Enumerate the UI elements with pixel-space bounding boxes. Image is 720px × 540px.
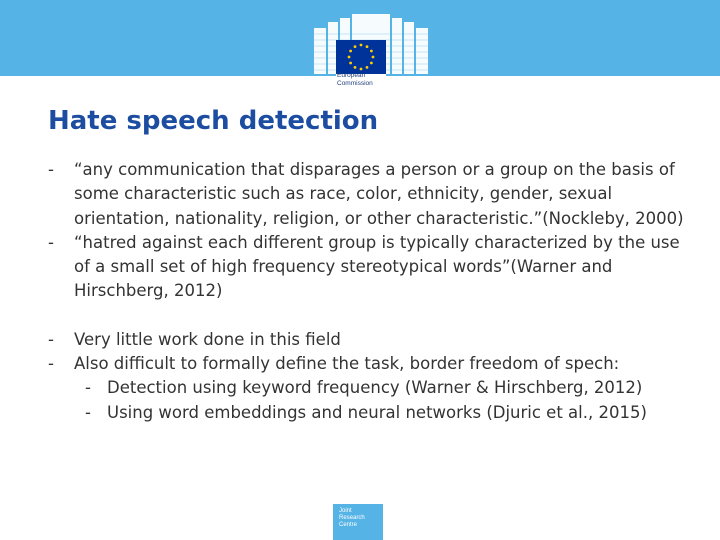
bullet-1: [48, 158, 688, 231]
bullet-dash: -: [48, 160, 54, 179]
subbullet-dash: -: [85, 402, 91, 422]
bullet-dash: -: [48, 329, 54, 349]
logo-text: [337, 72, 373, 88]
bullet-dash: -: [48, 232, 54, 252]
jrc-badge-text: [339, 508, 365, 529]
bullet-dash: -: [48, 354, 54, 374]
bullet-3: [48, 328, 688, 352]
logo-line-1: European: [337, 72, 366, 79]
bullet-text: “hatred against each different group is typically characterized by the use of a small set of high frequency stereotypical words”(Warner and Hirschberg, 2012): [74, 232, 680, 301]
subbullet-dash: -: [85, 378, 91, 398]
bullet-text: Very little work done in this field: [74, 329, 341, 349]
logo-line-2: Commission: [337, 80, 373, 87]
badge-line-3: Centre: [339, 522, 358, 528]
badge-line-1: Joint: [339, 508, 352, 514]
bullet-gap: [48, 304, 688, 328]
badge-line-2: Research: [339, 515, 365, 521]
subbullet-text: Using word embeddings and neural networks (Djuric et al., 2015): [107, 402, 647, 422]
subbullet-text: Detection using keyword frequency (Warner & Hirschberg, 2012): [107, 378, 643, 398]
bullet-2: [48, 231, 688, 304]
bullet-text: Also difficult to formally define the task, border freedom of spech:: [74, 354, 620, 374]
slide-title: Hate speech detection: [48, 106, 379, 136]
bullet-text: “any communication that disparages a person or a group on the basis of some characteristic such as race, color, ethnicity, gender, sexual orientation, nationality, religion, or other characteristic.”(Nockleby, 2000): [74, 160, 684, 228]
subbullet-2: [48, 401, 688, 425]
subbullet-1: [48, 376, 688, 400]
bullet-4: [48, 352, 688, 376]
slide-body: [48, 158, 688, 425]
